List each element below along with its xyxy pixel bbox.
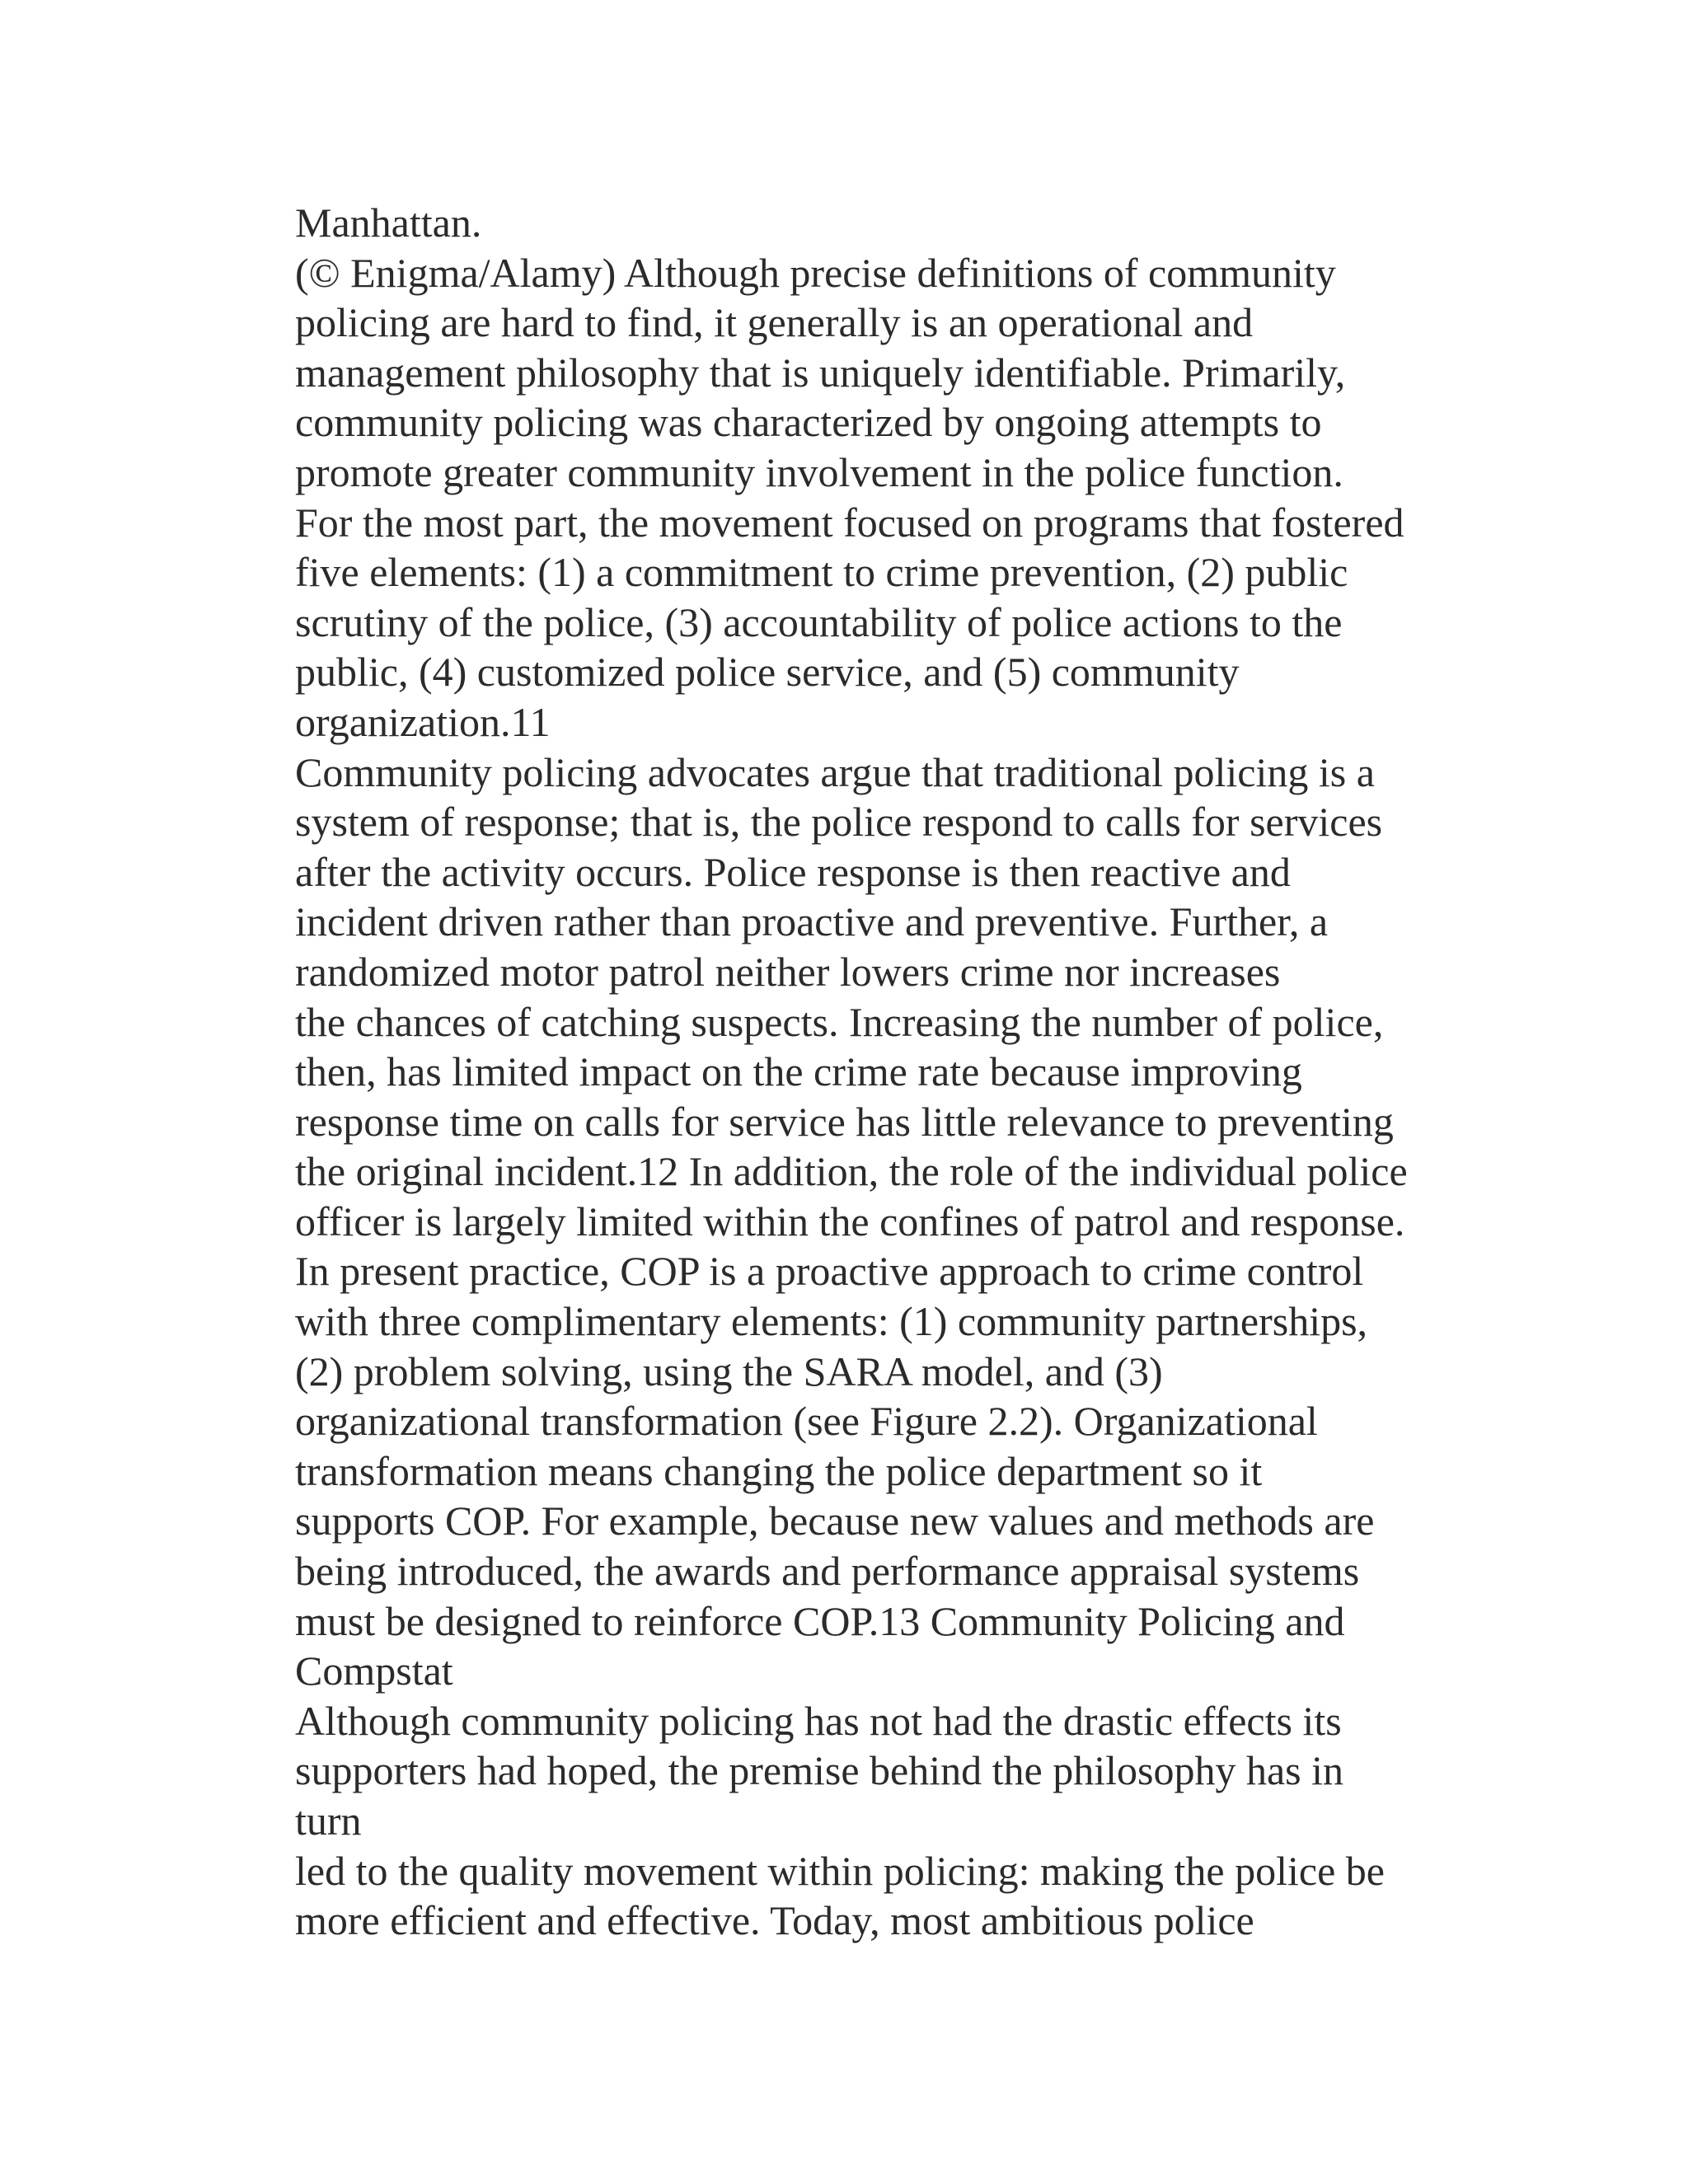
text-line: (© Enigma/Alamy) Although precise definitions of community (295, 249, 1336, 296)
text-line: being introduced, the awards and performance appraisal systems (295, 1548, 1360, 1595)
text-line: policing are hard to find, it generally is an operational and (295, 299, 1254, 346)
text-line: randomized motor patrol neither lowers crime nor increases (295, 948, 1281, 995)
text-line: (2) problem solving, using the SARA model, and (3) (295, 1347, 1163, 1394)
text-line: organization.11 (295, 698, 551, 745)
text-line: after the activity occurs. Police response is then reactive and (295, 848, 1291, 895)
text-line: more efficient and effective. Today, most ambitious police (295, 1897, 1254, 1944)
text-line: officer is largely limited within the confines of patrol and response. (295, 1197, 1405, 1244)
text-line: response time on calls for service has little relevance to preventing (295, 1098, 1394, 1145)
text-line: management philosophy that is uniquely identifiable. Primarily, (295, 349, 1346, 396)
text-line: For the most part, the movement focused on programs that fostered (295, 499, 1404, 546)
text-line: supporters had hoped, the premise behind the philosophy has in (295, 1747, 1343, 1794)
text-line: Manhattan. (295, 199, 482, 246)
text-line: Although community policing has not had the drastic effects its (295, 1697, 1342, 1744)
text-line: turn (295, 1797, 362, 1844)
text-line: the original incident.12 In addition, the role of the individual police (295, 1148, 1408, 1195)
text-line: scrutiny of the police, (3) accountability of police actions to the (295, 598, 1343, 645)
text-line: transformation means changing the police department so it (295, 1447, 1263, 1494)
text-line: promote greater community involvement in the police function. (295, 448, 1343, 495)
text-line: In present practice, COP is a proactive approach to crime control (295, 1248, 1364, 1295)
text-line: Community policing advocates argue that traditional policing is a (295, 748, 1375, 795)
text-line: incident driven rather than proactive and preventive. Further, a (295, 898, 1329, 945)
text-line: then, has limited impact on the crime rate because improving (295, 1048, 1302, 1095)
text-line: must be designed to reinforce COP.13 Community Policing and (295, 1597, 1345, 1644)
text-line: with three complimentary elements: (1) community partnerships, (295, 1298, 1368, 1345)
text-line: supports COP. For example, because new values and methods are (295, 1497, 1375, 1544)
text-line: led to the quality movement within policing: making the police be (295, 1847, 1385, 1894)
text-line: the chances of catching suspects. Increasing the number of police, (295, 998, 1384, 1045)
text-line: organizational transformation (see Figure 2.2). Organizational (295, 1398, 1318, 1445)
text-line: five elements: (1) a commitment to crime prevention, (2) public (295, 549, 1348, 596)
text-line: Compstat (295, 1647, 453, 1694)
body-text (295, 198, 1490, 1946)
text-line: public, (4) customized police service, and (5) community (295, 649, 1240, 696)
text-line: system of response; that is, the police respond to calls for services (295, 799, 1383, 846)
text-line: community policing was characterized by ongoing attempts to (295, 399, 1322, 446)
